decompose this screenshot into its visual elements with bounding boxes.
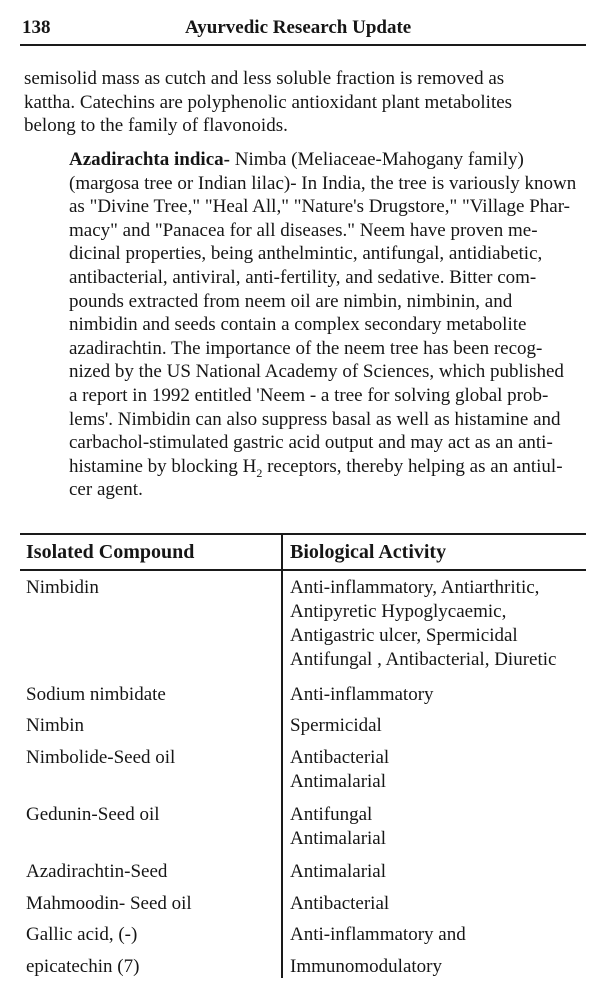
table-cell-activity xyxy=(290,746,389,794)
text-line xyxy=(24,455,584,479)
text-line: (margosa tree or Indian lilac)- In India, the tree is variously known xyxy=(69,172,577,194)
table-cell-compound: Nimbin xyxy=(26,715,85,736)
table-column-divider xyxy=(281,533,283,978)
page-number: 138 xyxy=(22,17,51,38)
activity-line: Antimalarial xyxy=(290,771,387,792)
text-line: as "Divine Tree," "Heal All," "Nature's Drugstore," "Village Phar- xyxy=(69,196,571,218)
text-line: a report in 1992 entitled 'Neem - a tree for solving global prob- xyxy=(69,384,549,406)
text-line xyxy=(24,148,584,172)
activity-line: Anti-inflammatory, Antiarthritic, xyxy=(290,577,540,598)
text-fragment: histamine by blocking H xyxy=(69,455,257,477)
activity-line: Antipyretic Hypoglycaemic, xyxy=(290,601,507,622)
running-title: Ayurvedic Research Update xyxy=(185,17,412,38)
text-line: belong to the family of flavonoids. xyxy=(24,115,288,137)
table-cell-activity: Anti-inflammatory xyxy=(290,684,434,705)
table-cell-activity xyxy=(290,803,386,851)
text-line: semisolid mass as cutch and less soluble fraction is removed as xyxy=(24,68,505,89)
table-cell-activity: Spermicidal xyxy=(290,715,382,736)
subscript: 2 xyxy=(256,465,263,480)
table-cell-compound: Nimbidin xyxy=(26,577,99,598)
text-line: pounds extracted from neem oil are nimbin, nimbinin, and xyxy=(69,290,513,312)
activity-line: Antibacterial xyxy=(290,747,390,768)
text-line: kattha. Catechins are polyphenolic antioxidant plant metabolites xyxy=(24,91,513,113)
table-cell-compound: Mahmoodin- Seed oil xyxy=(26,893,192,914)
table-header-activity: Biological Activity xyxy=(290,541,447,563)
table-top-rule xyxy=(20,533,586,535)
text-fragment: Nimba (Meliaceae-Mahogany family) xyxy=(229,149,524,170)
activity-line: Antifungal , Antibacterial, Diuretic xyxy=(290,649,557,670)
table-cell-compound: Azadirachtin-Seed xyxy=(26,861,168,882)
text-line: azadirachtin. The importance of the neem tree has been recog- xyxy=(69,337,543,359)
table-header-rule xyxy=(20,569,586,571)
header-rule xyxy=(20,44,586,46)
paragraph-azadirachta xyxy=(24,148,584,502)
text-line: dicinal properties, being anthelmintic, antifungal, antidiabetic, xyxy=(69,243,543,265)
text-line: carbachol-stimulated gastric acid output and may act as an anti- xyxy=(69,432,553,454)
text-line: nized by the US National Academy of Sciences, which published xyxy=(69,361,564,383)
table-cell-compound: Sodium nimbidate xyxy=(26,684,166,705)
activity-line: Antifungal xyxy=(290,804,373,825)
term-heading: Azadirachta indica- xyxy=(69,149,230,170)
text-line: cer agent. xyxy=(69,479,143,501)
table-cell-compound: Nimbolide-Seed oil xyxy=(26,747,176,768)
table-cell-activity xyxy=(290,576,556,672)
table-cell-activity: Antibacterial xyxy=(290,893,390,914)
text-line: macy" and "Panacea for all diseases." Neem have proven me- xyxy=(69,219,538,241)
table-cell-compound: epicatechin (7) xyxy=(26,956,140,977)
activity-line: Antimalarial xyxy=(290,828,387,849)
text-line: nimbidin and seeds contain a complex secondary metabolite xyxy=(69,314,527,336)
table-cell-activity: Antimalarial xyxy=(290,861,387,882)
text-fragment: receptors, thereby helping as an antiul- xyxy=(262,455,563,477)
activity-line: Antigastric ulcer, Spermicidal xyxy=(290,625,518,646)
table-cell-activity: Immunomodulatory xyxy=(290,956,442,977)
text-line: antibacterial, antiviral, anti-fertility, and sedative. Bitter com- xyxy=(69,266,537,288)
table-header-compound: Isolated Compound xyxy=(26,541,195,563)
table-cell-compound: Gedunin-Seed oil xyxy=(26,804,160,825)
text-line: lems'. Nimbidin can also suppress basal as well as histamine and xyxy=(69,408,561,430)
table-cell-activity: Anti-inflammatory and xyxy=(290,924,466,945)
table-cell-compound: Gallic acid, (-) xyxy=(26,924,138,945)
paragraph-catechins xyxy=(24,67,584,138)
